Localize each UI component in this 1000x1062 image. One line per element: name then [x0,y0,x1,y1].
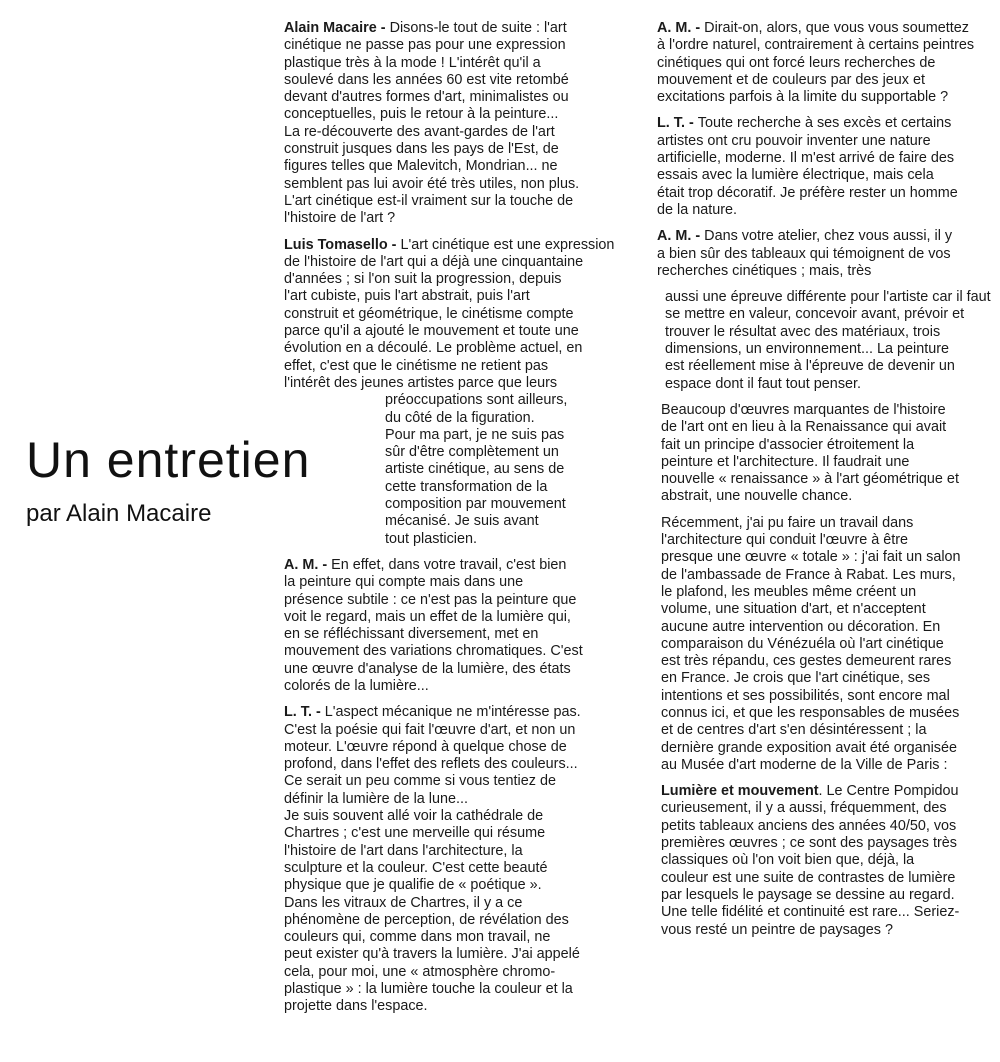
line-text: l'histoire de l'art dans l'architecture, la [284,842,523,859]
text-line [284,557,590,574]
text-line [284,643,590,660]
text-line [665,358,970,375]
paragraph [284,236,615,393]
line-text: classiques où l'on voit bien que, déjà, la [661,852,915,869]
line-text: L'art cinétique est une expression [400,236,615,253]
paragraph [657,402,970,506]
text-line [284,375,590,392]
text-line [657,133,970,150]
line-text: phénomène de perception, de révélation des [284,911,569,928]
line-text: à l'ordre naturel, contrairement à certains peintres [657,37,975,54]
text-line [284,756,590,773]
text-line [284,825,590,842]
line-text: évolution en a découlé. Le problème actuel, en [284,340,583,357]
line-text: semblent pas lui avoir été très utiles, non plus. [284,175,580,192]
text-line [284,704,590,721]
text-line [665,341,970,358]
line-text: mécanisé. Je suis avant [385,513,539,530]
text-line [661,437,970,454]
paragraph [284,557,590,695]
text-line [661,688,970,705]
line-text: le plafond, les meubles même créent un [661,583,917,600]
text-line [385,461,590,478]
text-line [284,981,590,998]
line-text: abstrait, une nouvelle chance. [661,488,853,505]
text-line [385,392,590,409]
line-text: construit jusques dans les pays de l'Est, de [284,141,559,158]
text-line [284,141,590,158]
line-text: L'art cinétique est-il vraiment sur la touche de [284,192,574,209]
line-text: Dans votre atelier, chez vous aussi, il y [704,228,953,245]
line-text: de l'histoire de l'art qui a déjà une cinquantaine [284,253,584,270]
text-line [284,860,590,877]
line-text: colorés de la lumière... [284,677,429,694]
paragraph [284,704,590,1015]
line-text: . Le Centre Pompidou [818,783,959,800]
text-line [284,946,590,963]
article-title: Un entretien [26,432,311,488]
interview-column-right [657,20,991,948]
line-text: dernière grande exposition avait été organisée [661,739,958,756]
speaker-label: L. T. - [657,115,698,132]
text-line [661,454,970,471]
text-line [661,670,970,687]
line-text: vous resté un peintre de paysages ? [661,921,893,938]
line-text: Disons-le tout de suite : l'art [389,20,567,36]
paragraph [657,800,970,938]
line-text: cinétique ne passe pas pour une expression [284,37,566,54]
line-text: plastique très à la mode ! L'intérêt qu'il a [284,54,541,71]
text-line [284,808,590,825]
text-line [284,678,590,695]
line-text: sculpture et la couleur. C'est cette beauté [284,859,548,876]
text-line [661,783,970,800]
text-line [657,20,970,37]
line-text: aussi une épreuve différente pour l'artiste car il faut [665,289,991,306]
line-text: nouvelle « renaissance » à l'art géométrique et [661,471,959,488]
emphasis-text: Lumière et mouvement [661,783,819,800]
text-line [661,488,970,505]
title-block [26,432,310,528]
line-text: Toute recherche à ses excès et certains [697,115,952,132]
line-text: volume, une situation d'art, et n'acceptent [661,601,926,618]
line-text: était trop décoratif. Je préfère rester un homme [657,184,958,201]
text-line [284,210,590,227]
text-line [385,427,590,444]
line-text: l'architecture qui conduit l'œuvre à être [661,532,909,549]
text-line [661,835,970,852]
line-text: présence subtile : ce n'est pas la peinture que [284,591,577,608]
text-line [284,55,590,72]
text-line [284,773,590,790]
text-line [284,626,590,643]
text-line [385,479,590,496]
text-line [661,887,970,904]
line-text: devant d'autres formes d'art, minimalistes ou [284,89,569,106]
text-line [284,72,590,89]
line-text: voit le regard, mais un effet de la lumière qui, [284,608,571,625]
text-line [284,271,590,288]
line-text: Pour ma part, je ne suis pas [385,426,565,443]
line-text: l'histoire de l'art ? [284,210,396,227]
text-line [284,340,590,357]
line-text: Beaucoup d'œuvres marquantes de l'histoire [661,401,946,418]
line-text: presque une œuvre « totale » : j'ai fait un salon [661,549,961,566]
paragraph [657,515,970,774]
line-text: peinture et l'architecture. Il faudrait une [661,453,910,470]
text-line [661,515,970,532]
article-byline: par Alain Macaire [26,500,212,527]
text-line [661,904,970,921]
text-line [657,167,970,184]
text-line [661,532,970,549]
speaker-label: A. M. - [657,228,705,245]
paragraph [284,392,590,427]
line-text: est réellement mise à l'épreuve de devenir un [665,358,955,375]
text-line [284,288,590,305]
text-line [284,877,590,894]
line-text: moteur. L'œuvre répond à quelque chose de [284,738,567,755]
speaker-label: Alain Macaire - [284,20,390,36]
line-text: fait un principe d'associer étroitement la [661,436,915,453]
text-line [665,324,970,341]
text-line [385,513,590,530]
text-line [657,185,970,202]
text-line [665,289,991,306]
line-text: excitations parfois à la limite du supportable ? [657,89,949,106]
line-text: L'aspect mécanique ne m'intéresse pas. [324,704,581,721]
line-text: conceptuelles, puis le retour à la peinture... [284,106,559,123]
line-text: composition par mouvement [385,496,566,513]
line-text: C'est la poésie qui fait l'œuvre d'art, et non un [284,721,576,738]
speaker-label: A. M. - [657,20,705,36]
line-text: tout plasticien. [385,530,477,547]
line-text: parce qu'il a ajouté le mouvement et toute une [284,323,579,340]
line-text: premières œuvres ; ce sont des paysages très [661,835,957,852]
text-line [385,444,590,461]
line-text: définir la lumière de la lune... [284,790,468,807]
text-line [284,124,590,141]
text-line [661,870,970,887]
text-line [661,653,970,670]
text-line [657,37,975,54]
line-text: dimensions, un environnement... La peinture [665,341,949,358]
speaker-label: A. M. - [284,556,332,573]
text-line [661,818,970,835]
line-text: projette dans l'espace. [284,998,428,1015]
line-text: peut exister qu'à travers la lumière. J'ai appelé [284,946,580,963]
line-text: Une telle fidélité et continuité est rare... Seriez- [661,904,960,921]
text-line [661,636,970,653]
line-text: par lesquels le paysage se dessine au regard. [661,886,955,903]
line-text: l'art cubiste, puis l'art abstrait, puis l'art [284,288,530,305]
line-text: artistes ont cru pouvoir inventer une nature [657,132,931,149]
text-line [284,912,590,929]
text-line [284,739,590,756]
line-text: la peinture qui compte mais dans une [284,574,524,591]
line-text: connus ici, et que les responsables de musées [661,704,960,721]
line-text: préoccupations sont ailleurs, [385,392,568,409]
line-text: a bien sûr des tableaux qui témoignent de vos [657,245,951,262]
line-text: mouvement et de couleurs par des jeux et [657,71,925,88]
line-text: d'années ; si l'on suit la progression, depuis [284,271,562,288]
text-line [284,929,590,946]
line-text: et de centres d'art s'en désintéressent ; la [661,722,927,739]
text-line [284,89,590,106]
text-line [284,964,590,981]
text-line [661,722,970,739]
paragraph [657,228,970,280]
line-text: figures telles que Malevitch, Mondrian... ne [284,158,558,175]
text-line [657,228,970,245]
line-text: au Musée d'art moderne de la Ville de Paris : [661,756,948,773]
text-line [284,158,590,175]
line-text: couleur est une suite de contrastes de lumière [661,869,956,886]
text-line [284,609,590,626]
text-line [284,193,590,210]
text-line [284,306,590,323]
speaker-label: Luis Tomasello - [284,236,401,253]
text-line [661,757,970,774]
line-text: petits tableaux anciens des années 40/50, vos [661,817,957,834]
line-text: une œuvre d'analyse de la lumière, des états [284,660,571,677]
text-line [284,843,590,860]
text-line [661,471,970,488]
text-line [657,115,970,132]
text-line [284,574,590,591]
line-text: recherches cinétiques ; mais, très [657,262,872,279]
line-text: La re-découverte des avant-gardes de l'art [284,123,555,140]
line-text: effet, c'est que le cinétisme ne retient pas [284,357,549,374]
paragraph [284,427,590,548]
line-text: Je suis souvent allé voir la cathédrale de [284,808,544,825]
text-line [284,358,590,375]
paragraph [657,115,970,219]
line-text: en se réfléchissant diversement, met en [284,626,539,643]
text-line [284,323,590,340]
text-line [284,722,590,739]
line-text: mouvement des variations chromatiques. C'est [284,643,583,660]
text-line [657,263,970,280]
line-text: aucune autre intervention ou décoration. En [661,618,941,635]
text-line [284,895,590,912]
line-text: construit et géométrique, le cinétisme compte [284,305,574,322]
line-text: sûr d'être complètement un [385,444,559,461]
line-text: physique que je qualifie de « poétique ». [284,877,542,894]
text-line [284,176,590,193]
line-text: soulevé dans les années 60 est vite retombé [284,71,569,88]
line-text: Récemment, j'ai pu faire un travail dans [661,514,914,531]
text-line [661,922,970,939]
line-text: intentions et ses possibilités, sont encore mal [661,687,950,704]
paragraph [657,783,970,800]
line-text: profond, dans l'effet des reflets des couleurs... [284,756,578,773]
paragraph [284,20,590,228]
line-text: Chartres ; c'est une merveille qui résume [284,825,546,842]
text-line [284,998,590,1015]
line-text: cela, pour moi, une « atmosphère chromo- [284,963,556,980]
line-text: l'intérêt des jeunes artistes parce que leurs [284,374,558,391]
line-text: de l'ambassade de France à Rabat. Les murs, [661,566,956,583]
line-text: est très répandu, ces gestes demeurent rares [661,653,952,670]
text-line [657,55,970,72]
text-line [657,150,970,167]
line-text: couleurs qui, comme dans mon travail, ne [284,929,551,946]
line-text: Dirait-on, alors, que vous vous soumettez [704,20,969,36]
line-text: Ce serait un peu comme si vous tentiez de [284,773,556,790]
interview-column-middle [284,20,615,1025]
line-text: de la nature. [657,201,738,218]
text-line [661,619,970,636]
text-line [661,419,970,436]
line-text: cette transformation de la [385,478,548,495]
line-text: en France. Je crois que l'art cinétique, ses [661,670,931,687]
text-line [661,705,970,722]
text-line [665,306,970,323]
line-text: cinétiques qui ont forcé leurs recherches de [657,54,936,71]
text-line [661,800,970,817]
line-text: comparaison du Vénézuéla où l'art cinétique [661,635,944,652]
text-line [661,852,970,869]
text-line [284,592,590,609]
text-line [385,410,590,427]
text-line [657,202,970,219]
text-line [284,236,615,254]
line-text: artificielle, moderne. Il m'est arrivé de faire des [657,150,955,167]
line-text: artiste cinétique, au sens de [385,461,565,478]
line-text: Dans les vitraux de Chartres, il y a ce [284,894,523,911]
text-line [385,531,590,548]
line-text: de l'art ont en lieu à la Renaissance qui avait [661,419,947,436]
text-line [661,584,970,601]
text-line [284,37,590,54]
line-text: essais avec la lumière électrique, mais cela [657,167,934,184]
text-line [284,106,590,123]
line-text: du côté de la figuration. [385,409,535,426]
text-line [661,549,970,566]
paragraph [657,289,991,393]
line-text: espace dont il faut tout penser. [665,375,862,392]
text-line [661,601,970,618]
text-line [657,72,970,89]
paragraph [657,20,975,106]
text-line [661,740,970,757]
text-line [657,246,970,263]
text-line [657,89,970,106]
text-line [661,402,970,419]
line-text: En effet, dans votre travail, c'est bien [331,556,567,573]
text-line [284,20,590,37]
text-line [661,567,970,584]
text-line [284,254,590,271]
text-line [284,661,590,678]
text-line [284,791,590,808]
line-text: se mettre en valeur, concevoir avant, prévoir et [665,306,965,323]
line-text: trouver le résultat avec des matériaux, trois [665,323,941,340]
speaker-label: L. T. - [284,704,325,721]
text-line [665,376,970,393]
line-text: curieusement, il y a aussi, fréquemment, des [661,800,947,817]
text-line [385,496,590,513]
line-text: plastique » : la lumière touche la couleur et la [284,981,573,998]
